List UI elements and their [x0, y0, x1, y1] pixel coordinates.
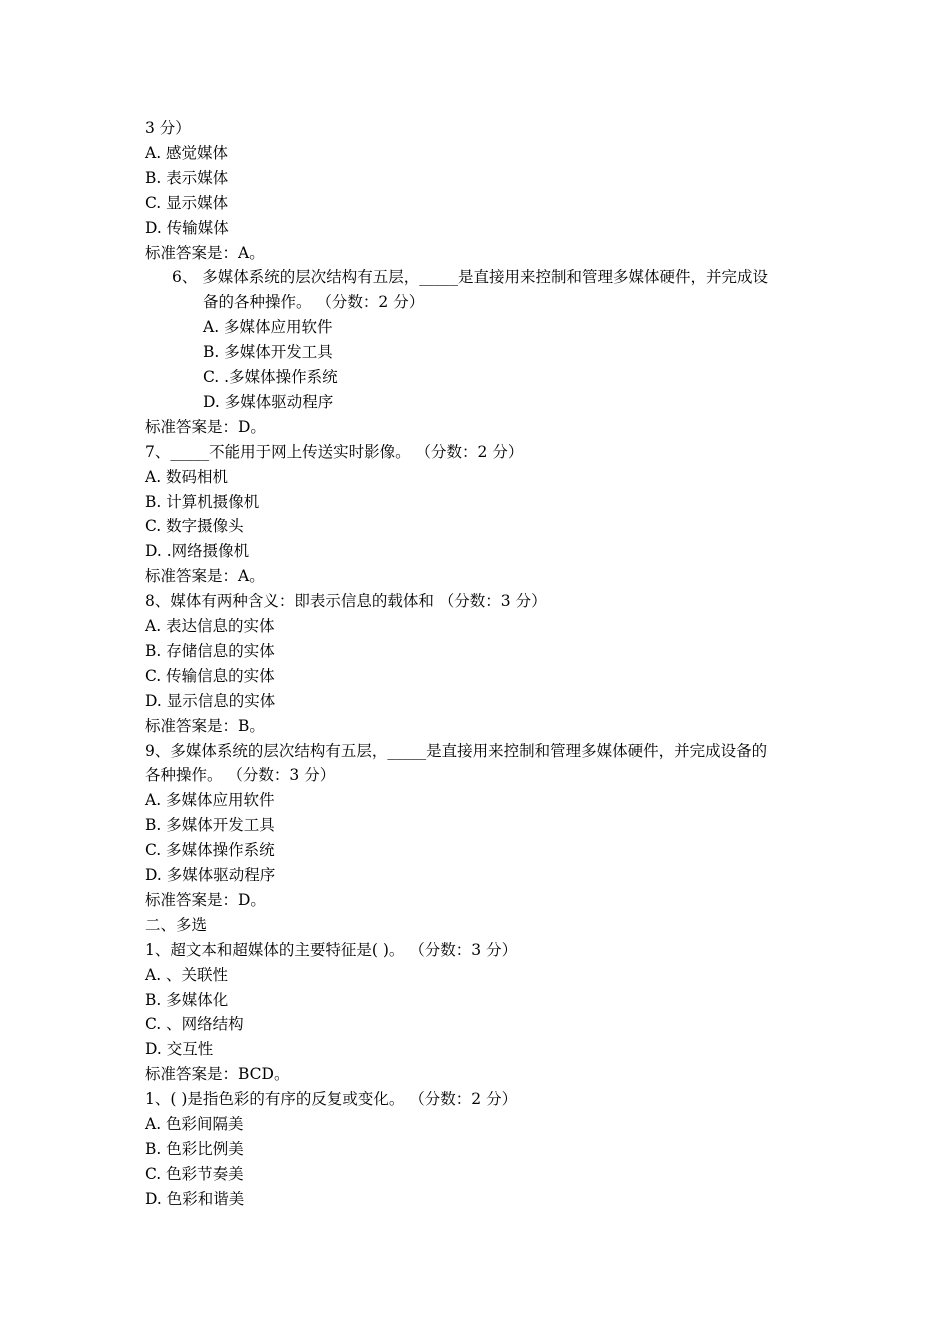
text-line: D. 色彩和谐美: [145, 1189, 245, 1208]
text-line: A. 色彩间隔美: [145, 1115, 244, 1133]
text-line: B. 计算机摄像机: [145, 492, 260, 511]
text-line: B. 多媒体化: [145, 990, 229, 1009]
text-line: 3 分）: [145, 119, 191, 137]
text-line: 1、超文本和超媒体的主要特征是( )。 （分数：3 分）: [145, 940, 518, 959]
text-line: A. 多媒体应用软件: [145, 791, 275, 810]
text-line: D. .网络摄像机: [145, 542, 250, 561]
text-line: A. 、关联性: [145, 965, 229, 984]
text-line: B. 多媒体开发工具: [203, 343, 333, 362]
text-line: A. 多媒体应用软件: [203, 318, 333, 337]
text-line: C. 数字摄像头: [145, 517, 244, 536]
text-line: B. 表示媒体: [145, 168, 229, 187]
text-line: B. 色彩比例美: [145, 1139, 244, 1158]
text-line: B. 存储信息的实体: [145, 641, 275, 660]
text-line: A. 数码相机: [145, 467, 229, 486]
text-line: 标准答案是：A。: [145, 243, 265, 262]
text-line: C. 传输信息的实体: [145, 666, 275, 685]
text-line: A. 感觉媒体: [145, 143, 229, 162]
text-line: 二、多选: [145, 915, 208, 934]
text-line: 各种操作。 （分数：3 分）: [145, 766, 336, 785]
text-line: 标准答案是：BCD。: [145, 1065, 290, 1084]
text-line: C. 多媒体操作系统: [145, 841, 275, 860]
text-line: 6、 多媒体系统的层次结构有五层，_____是直接用来控制和管理多媒体硬件，并完成设: [172, 268, 769, 287]
text-line: D. 传输媒体: [145, 218, 229, 237]
text-line: 8、媒体有两种含义：即表示信息的载体和 （分数：3 分）: [145, 592, 547, 611]
text-line: D. 多媒体驱动程序: [203, 392, 334, 411]
text-line: D. 交互性: [145, 1040, 214, 1059]
text-line: 1、( )是指色彩的有序的反复或变化。 （分数：2 分）: [145, 1090, 518, 1109]
text-line: 标准答案是：B。: [145, 716, 265, 735]
text-line: C. 显示媒体: [145, 193, 229, 212]
text-line: B. 多媒体开发工具: [145, 816, 275, 835]
text-line: D. 显示信息的实体: [145, 691, 276, 710]
text-line: C. 色彩节奏美: [145, 1164, 244, 1183]
text-line: D. 多媒体驱动程序: [145, 866, 276, 884]
text-line: 7、_____不能用于网上传送实时影像。 （分数：2 分）: [145, 442, 524, 461]
text-line: C. 、网络结构: [145, 1015, 244, 1034]
text-line: 标准答案是：A。: [145, 567, 265, 586]
text-line: 备的各种操作。 （分数：2 分）: [203, 293, 425, 312]
text-line: 标准答案是：D。: [145, 417, 266, 436]
text-line: 标准答案是：D。: [145, 890, 266, 909]
text-line: C. .多媒体操作系统: [203, 368, 338, 386]
text-line: A. 表达信息的实体: [145, 617, 275, 635]
text-line: 9、多媒体系统的层次结构有五层，_____是直接用来控制和管理多媒体硬件，并完成设备的: [145, 741, 768, 760]
